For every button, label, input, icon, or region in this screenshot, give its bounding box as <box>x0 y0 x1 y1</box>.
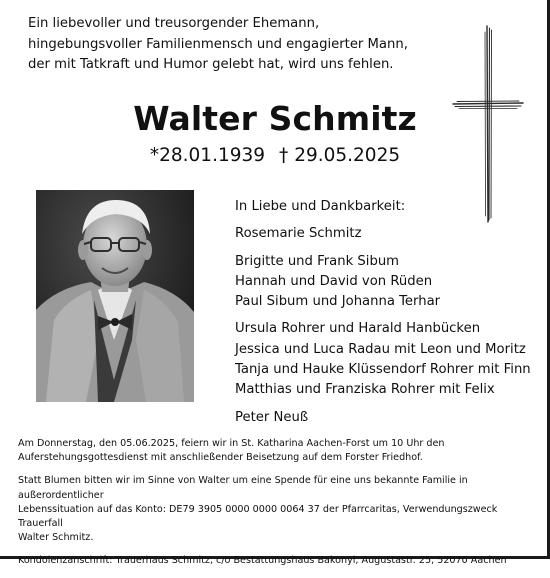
family-member: Peter Neuß <box>235 409 309 425</box>
family-group <box>235 224 540 244</box>
notice-line: Walter Schmitz. <box>18 532 94 544</box>
intro-line: hingebungsvoller Familienmensch und engagierter Mann, <box>28 36 408 52</box>
donation-notice <box>18 474 538 545</box>
portrait-illustration <box>36 190 194 402</box>
condolence-address <box>18 554 538 568</box>
notice-line: Kondolenzanschrift: Trauerhaus Schmitz, c/o Bestattungshaus Bakonyi, Augustastr. 25, 52070 Aachen <box>18 555 507 567</box>
notice-line: Auferstehungsgottesdienst mit anschließender Beisetzung auf dem Forster Friedhof. <box>18 452 423 464</box>
family-member: Paul Sibum und Johanna Terhar <box>235 294 441 310</box>
family-heading: In Liebe und Dankbarkeit: <box>235 199 406 214</box>
funeral-notices <box>18 437 538 578</box>
family-member: Ursula Rohrer und Harald Hanbücken <box>235 321 481 337</box>
intro-text <box>28 14 428 76</box>
birth-date: *28.01.1939 <box>149 145 266 166</box>
family-member: Brigitte und Frank Sibum <box>235 253 400 269</box>
service-notice <box>18 437 538 465</box>
life-dates <box>0 145 550 166</box>
family-member: Matthias und Franziska Rohrer mit Felix <box>235 382 495 398</box>
intro-line: Ein liebevoller und treusorgender Ehemann, <box>28 16 320 31</box>
portrait-photo <box>36 190 194 402</box>
notice-line: Lebenssituation auf das Konto: DE79 3905 0000 0000 0064 37 der Pfarrcaritas, Verwendungszweck Trauerfall <box>18 503 498 530</box>
deceased-name: Walter Schmitz <box>133 99 417 138</box>
family-member: Jessica und Luca Radau mit Leon und Moritz <box>235 341 526 357</box>
family-member: Hannah und David von Rüden <box>235 273 433 289</box>
family-group <box>235 408 540 428</box>
family-group <box>235 252 540 313</box>
family-member: Tanja und Hauke Klüssendorf Rohrer mit Finn <box>235 362 531 378</box>
intro-line: der mit Tatkraft und Humor gelebt hat, wird uns fehlen. <box>28 57 394 72</box>
family-group <box>235 319 540 400</box>
family-list <box>235 197 540 435</box>
family-member: Rosemarie Schmitz <box>235 226 362 242</box>
notice-line: Am Donnerstag, den 05.06.2025, feiern wir in St. Katharina Aachen-Forst um 10 Uhr den <box>18 438 445 449</box>
death-date: 29.05.2025 <box>294 145 401 166</box>
notice-line: Statt Blumen bitten wir im Sinne von Walter um eine Spende für eine uns bekannte Familie in außerordentlicher <box>18 475 468 501</box>
death-symbol: † <box>279 145 289 166</box>
